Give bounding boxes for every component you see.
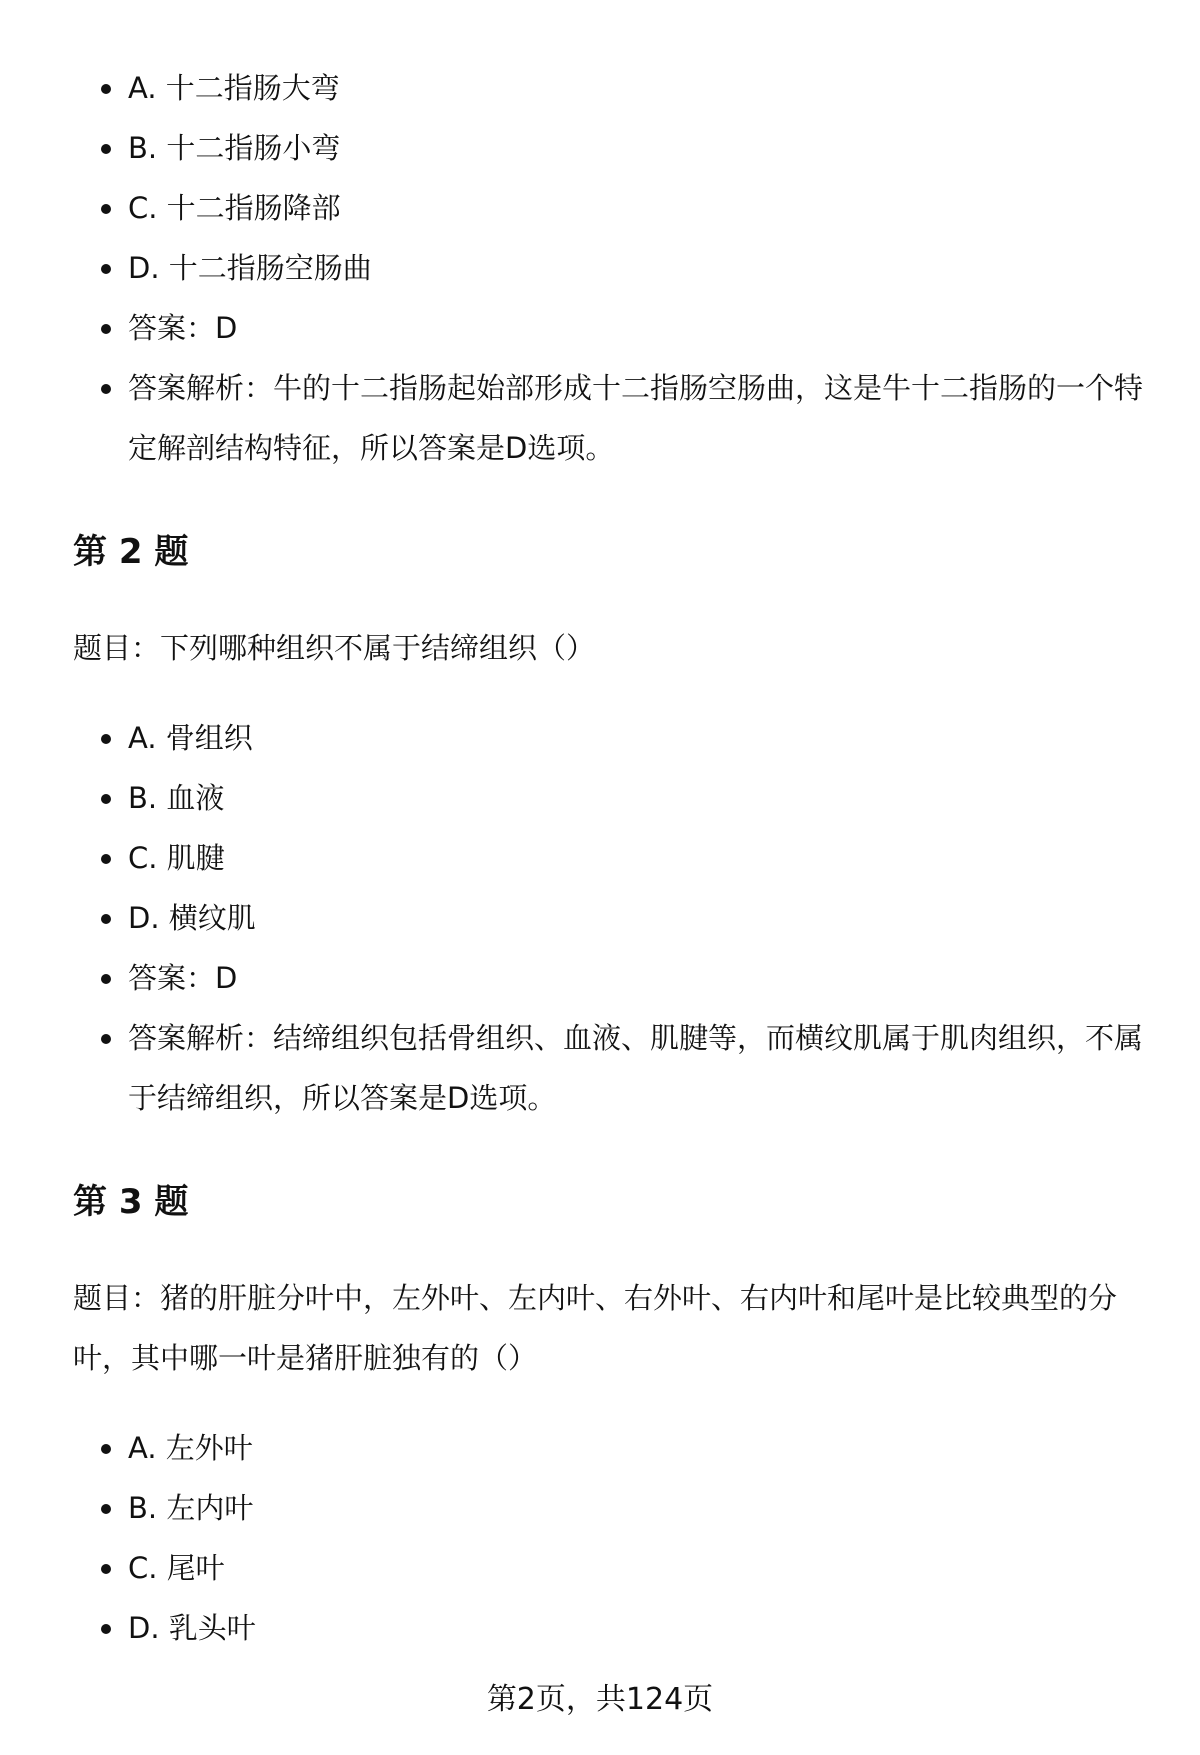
q1-option-d: D. 十二指肠空肠曲 bbox=[73, 238, 1153, 298]
bullet-icon bbox=[101, 854, 111, 864]
q2-option-list bbox=[73, 708, 1153, 1128]
bullet-icon bbox=[101, 914, 111, 924]
q3-stem: 题目：猪的肝脏分叶中，左外叶、左内叶、右外叶、右内叶和尾叶是比较典型的分叶，其中哪一叶是猪肝脏独有的（） bbox=[73, 1281, 1118, 1375]
q3-option-c: C. 尾叶 bbox=[73, 1538, 1153, 1598]
q1-option-list bbox=[73, 58, 1153, 478]
q1-option-c: C. 十二指肠降部 bbox=[73, 178, 1153, 238]
q3-option-a: A. 左外叶 bbox=[73, 1418, 1153, 1478]
q3-option-b: B. 左内叶 bbox=[73, 1478, 1153, 1538]
q2-explanation: 答案解析：结缔组织包括骨组织、血液、肌腱等，而横纹肌属于肌肉组织，不属于结缔组织，所以答案是D选项。 bbox=[73, 1008, 1153, 1128]
q2-option-d: D. 横纹肌 bbox=[73, 888, 1153, 948]
q3-option-d: D. 乳头叶 bbox=[73, 1598, 1153, 1658]
bullet-icon bbox=[101, 1624, 111, 1634]
bullet-icon bbox=[101, 204, 111, 214]
q2-stem: 题目：下列哪种组织不属于结缔组织（） bbox=[73, 631, 596, 665]
q1-explanation: 答案解析：牛的十二指肠起始部形成十二指肠空肠曲，这是牛十二指肠的一个特定解剖结构特征，所以答案是D选项。 bbox=[73, 358, 1153, 478]
bullet-icon bbox=[101, 1444, 111, 1454]
q1-answer: 答案：D bbox=[73, 298, 1153, 358]
q1-option-a: A. 十二指肠大弯 bbox=[73, 58, 1153, 118]
q2-answer: 答案：D bbox=[73, 948, 1153, 1008]
bullet-icon bbox=[101, 734, 111, 744]
bullet-icon bbox=[101, 1564, 111, 1574]
q3-option-list bbox=[73, 1418, 1153, 1658]
bullet-icon bbox=[101, 264, 111, 274]
bullet-icon bbox=[101, 794, 111, 804]
q2-option-a: A. 骨组织 bbox=[73, 708, 1153, 768]
q3-title: 第 3 题 bbox=[73, 1182, 189, 1222]
bullet-icon bbox=[101, 144, 111, 154]
q2-title: 第 2 题 bbox=[73, 532, 189, 572]
bullet-icon bbox=[101, 1504, 111, 1514]
q1-option-b: B. 十二指肠小弯 bbox=[73, 118, 1153, 178]
bullet-icon bbox=[101, 384, 111, 394]
page-content bbox=[73, 58, 1153, 1658]
page-footer: 第2页，共124页 bbox=[486, 1682, 714, 1717]
q2-option-b: B. 血液 bbox=[73, 768, 1153, 828]
bullet-icon bbox=[101, 1034, 111, 1044]
bullet-icon bbox=[101, 84, 111, 94]
bullet-icon bbox=[101, 974, 111, 984]
bullet-icon bbox=[101, 324, 111, 334]
q2-option-c: C. 肌腱 bbox=[73, 828, 1153, 888]
